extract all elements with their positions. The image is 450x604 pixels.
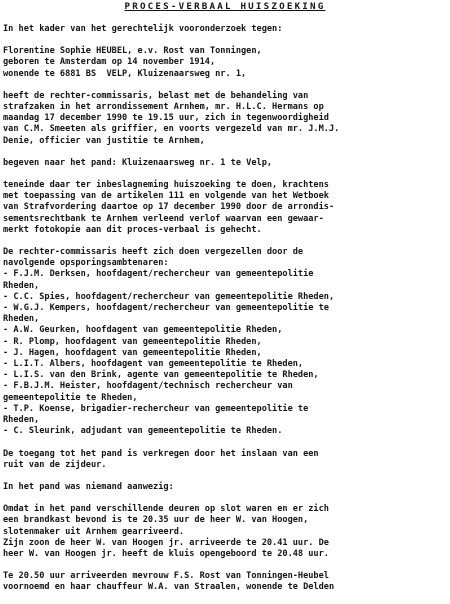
paragraph [3, 571, 446, 593]
text-line: - C.C. Spies, hoofdagent/rechercheur van gemeentepolitie Rheden, [3, 291, 335, 302]
text-line: van Strafvordering daartoe op 17 december 1990 door de arrondis- [3, 202, 335, 213]
text-line: geboren te Amsterdam op 14 november 1914, [3, 57, 216, 68]
document-body [0, 13, 450, 594]
paragraph-gap [3, 560, 446, 571]
text-line: navolgende opsporingsambtenaren: [3, 258, 169, 269]
text-line: maandag 17 december 1990 te 19.15 uur, zich in tegenwoordigheid [3, 113, 329, 124]
text-line: Rheden, [3, 280, 40, 291]
text-line: - A.W. Geurken, hoofdagent van gemeentepolitie Rheden, [3, 325, 283, 336]
text-line: - L.I.S. van den Brink, agente van gemeentepolitie te Rheden, [3, 370, 319, 381]
text-line: wonende te 6881 BS VELP, Kluizenaarsweg nr. 1, [3, 68, 247, 79]
paragraph-gap [3, 35, 446, 46]
text-line: begeven naar het pand: Kluizenaarsweg nr. 1 te Velp, [3, 157, 273, 168]
text-line: heeft de rechter-commissaris, belast met de behandeling van [3, 90, 309, 101]
paragraph-gap [3, 493, 446, 504]
text-line: - W.G.J. Kempers, hoofdagent/rechercheur van gemeentepolitie te [3, 303, 329, 314]
text-line: een brandkast bevond is te 20.35 uur de heer W. van Hoogen, [3, 515, 309, 526]
text-line: slotenmaker uit Arnhem gearriveerd. [3, 526, 185, 537]
document-page [0, 1, 450, 604]
paragraph-gap [3, 471, 446, 482]
text-line: - R. Plomp, hoofdagent van gemeentepolitie Rheden, [3, 336, 262, 347]
text-line: Te 20.50 uur arriveerden mevrouw F.S. Rost van Tonningen-Heubel [3, 571, 329, 582]
text-line: - J. Hagen, hoofdagent van gemeentepolitie Rheden, [3, 347, 262, 358]
text-line: voornoemd en haar chauffeur W.A. van Straalen, wonende te Delden [3, 582, 335, 593]
paragraph [3, 449, 446, 471]
paragraph-gap [3, 147, 446, 158]
paragraph [3, 91, 446, 147]
paragraph [3, 482, 446, 493]
paragraph-gap [3, 169, 446, 180]
text-line: - F.B.J.M. Heister, hoofdagent/technisch rechercheur van [3, 381, 293, 392]
text-line: Florentine Sophie HEUBEL, e.v. Rost van Tonningen, [3, 46, 262, 57]
text-line: De toegang tot het pand is verkregen door het inslaan van een [3, 448, 319, 459]
text-line: In het pand was niemand aanwezig: [3, 481, 174, 492]
text-line: ruit van de zijdeur. [3, 459, 107, 470]
text-line: Rheden, [3, 415, 40, 426]
text-line: sementsrechtbank te Arnhem verleend verlof waarvan een gewaar- [3, 213, 324, 224]
text-line: Omdat in het pand verschillende deuren op slot waren en er zich [3, 504, 329, 515]
text-line: - L.I.T. Albers, hoofdagent van gemeentepolitie te Rheden, [3, 359, 304, 370]
paragraph-gap [3, 13, 446, 24]
text-line: - F.J.M. Derksen, hoofdagent/rechercheur van gemeentepolitie [3, 269, 314, 280]
paragraph [3, 158, 446, 169]
paragraph-gap [3, 80, 446, 91]
text-line: Rheden, [3, 314, 40, 325]
paragraph [3, 46, 446, 80]
text-line: met toepassing van de artikelen 111 en volgende van het Wetboek [3, 191, 329, 202]
paragraph [3, 247, 446, 437]
text-line: - C. Sleurink, adjudant van gemeentepolitie te Rheden. [3, 426, 283, 437]
text-line: heer W. van Hoogen jr. heeft de kluis opengeboord te 20.48 uur. [3, 548, 329, 559]
text-line: merkt fotokopie aan dit proces-verbaal is gehecht. [3, 224, 262, 235]
paragraph [3, 504, 446, 560]
text-line: strafzaken in het arrondissement Arnhem, mr. H.L.C. Hermans op [3, 102, 324, 113]
paragraph-gap [3, 236, 446, 247]
text-line: teneinde daar ter inbeslagneming huiszoeking te doen, krachtens [3, 180, 329, 191]
text-line: - T.P. Koense, brigadier-rechercheur van gemeentepolitie te [3, 403, 309, 414]
text-line: In het kader van het gerechtelijk vooronderzoek tegen: [3, 24, 283, 34]
text-line: Denie, officier van justitie te Arnhem, [3, 135, 205, 146]
paragraph-gap [3, 438, 446, 449]
document-title: PROCES-VERBAAL HUISZOEKING [124, 1, 326, 12]
text-line: De rechter-commissaris heeft zich doen vergezellen door de [3, 247, 304, 258]
paragraph [3, 24, 446, 35]
paragraph [3, 180, 446, 236]
text-line: Zijn zoon de heer W. van Hoogen jr. arriveerde te 20.41 uur. De [3, 537, 329, 548]
text-line: van C.M. Smeeten als griffier, en voorts vergezeld van mr. J.M.J. [3, 124, 340, 135]
text-line: gemeentepolitie te Rheden, [3, 392, 138, 403]
